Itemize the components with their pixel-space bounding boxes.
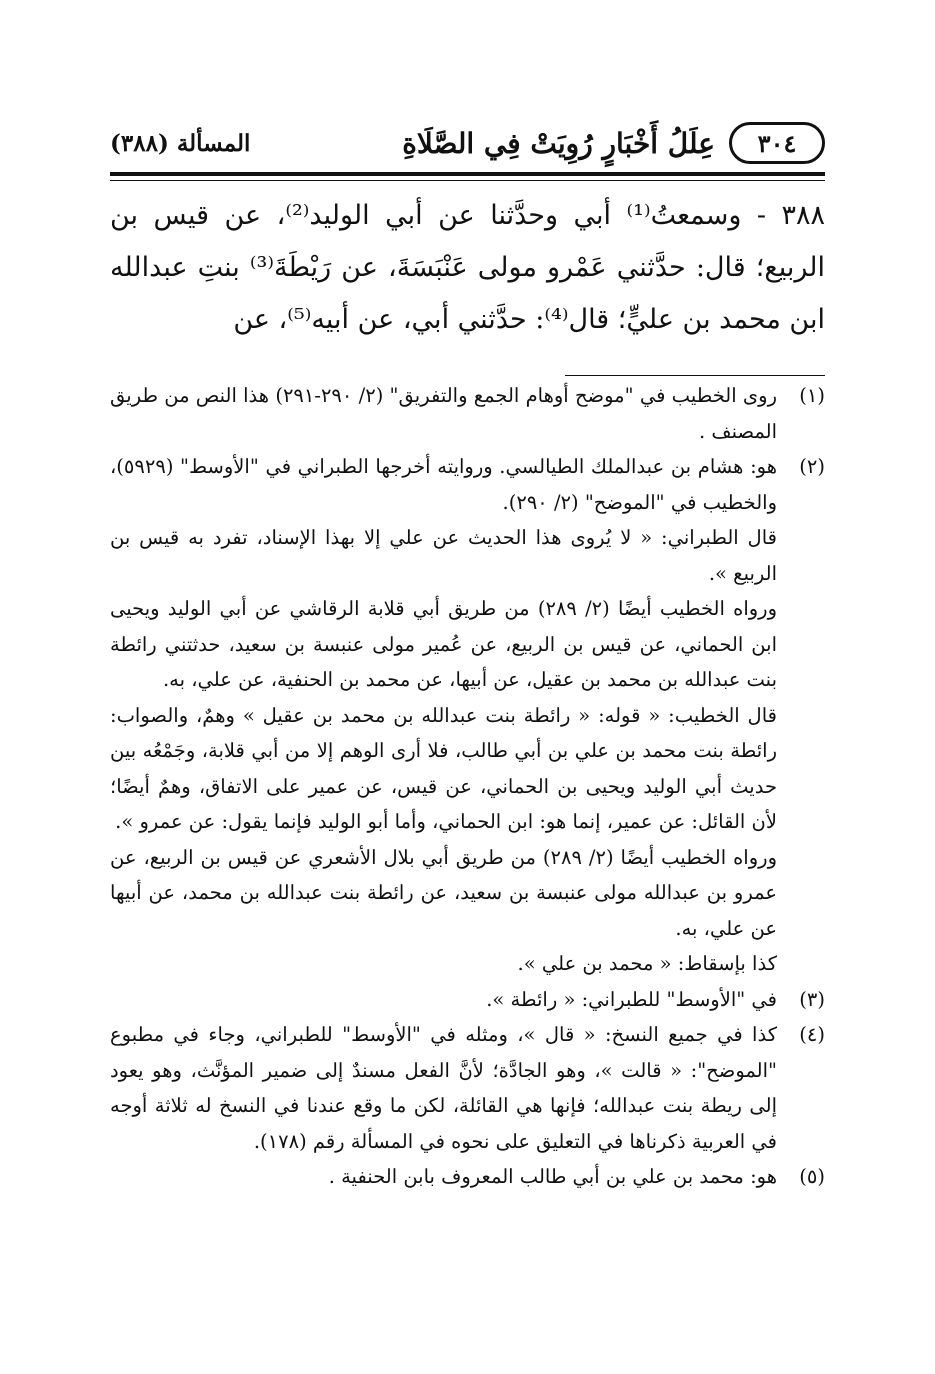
footnote-number: (٢)	[799, 455, 825, 478]
running-title: عِلَلُ أَخْبَارٍ رُوِيَتْ فِي الصَّلَاةِ	[402, 126, 715, 160]
footnote-body	[110, 982, 777, 1018]
page-number: ٣٠٤	[729, 122, 825, 164]
footnotes	[110, 378, 825, 1195]
footnote-4	[110, 1017, 825, 1159]
footnote-3	[110, 982, 825, 1018]
footnote-paragraph: هو: محمد بن علي بن أبي طالب المعروف بابن الحنفية .	[328, 1165, 777, 1188]
footnote-paragraph: قال الطبراني: « لا يُروى هذا الحديث عن علي إلا بهذا الإسناد، تفرد به قيس بن الربيع ».	[110, 526, 777, 585]
header-right-group	[402, 122, 825, 164]
main-text	[110, 190, 825, 346]
footnote-number: (٤)	[799, 1023, 825, 1046]
footnote-body	[110, 449, 777, 982]
footnote-number: (١)	[799, 384, 825, 407]
footnote-paragraph: كذا بإسقاط: « محمد بن علي ».	[517, 952, 777, 975]
footnote-number: (٣)	[799, 987, 825, 1011]
footnote-number: (٥)	[799, 1165, 825, 1188]
footnote-1	[110, 378, 825, 449]
header-rule-thick	[110, 172, 825, 176]
page-header	[110, 118, 825, 168]
footnote-2	[110, 449, 825, 982]
footnote-paragraph: روى الخطيب في "موضح أوهام الجمع والتفريق" (٢/ ٢٩٠-٢٩١) هذا النص من طريق المصنف .	[110, 384, 777, 443]
footnote-body	[110, 1159, 777, 1195]
footnote-separator	[565, 375, 825, 376]
header-rule-thin	[110, 180, 825, 181]
footnote-paragraph: في "الأوسط" للطبراني: « رائطة ».	[486, 987, 777, 1011]
footnote-paragraph: كذا في جميع النسخ: « قال »، ومثله في "الأوسط" للطبراني، وجاء في مطبوع "الموضح": « قالت »، وهو الجادَّة؛ لأنَّ الفعل مسندٌ إلى ضمير المؤنَّث، وهو يعود إلى ريطة بنت عبدالله؛ فإنها هي القائلة، لكن ما وقع عندنا في النسخ له ثلاثة أوجه في العربية ذكرناها في التعليق على نحوه في المسألة رقم (١٧٨).	[110, 1023, 777, 1153]
main-paragraph: ٣٨٨ - وسمعتُ⁽¹⁾ أبي وحدَّثنا عن أبي الوليد⁽²⁾، عن قيس بن الربيع؛ قال: حدَّثني عَمْرو مولى عَنْبَسَةَ، عن رَيْطَةَ⁽³⁾ بنتِ عبدالله ابن محمد بن عليٍّ؛ قال⁽⁴⁾: حدَّثني أبي، عن أبيه⁽⁵⁾، عن	[110, 200, 825, 335]
footnote-paragraph: هو: هشام بن عبدالملك الطيالسي. وروايته أخرجها الطبراني في "الأوسط" (٥٩٢٩)، والخطيب في "الموضح" (٢/ ٢٩٠).	[110, 455, 777, 514]
footnote-body	[110, 1017, 777, 1159]
issue-label: المسألة (٣٨٨)	[110, 129, 251, 157]
footnote-body	[110, 378, 777, 449]
footnote-5	[110, 1159, 825, 1195]
footnote-paragraph: ورواه الخطيب أيضًا (٢/ ٢٨٩) من طريق أبي بلال الأشعري عن قيس بن الربيع، عن عمرو بن عبدالله مولى عنبسة بن سعيد، عن رائطة بنت عبدالله بن محمد، عن أبيها عن علي، به.	[110, 845, 777, 940]
footnote-paragraph: قال الخطيب: « قوله: « رائطة بنت عبدالله بن محمد بن عقيل » وهمٌ، والصواب: رائطة بنت محمد بن علي بن أبي طالب، فلا أرى الوهم إلا من أبي قلابة، وجَمْعُه بين حديث أبي الوليد ويحيى بن الحماني، عن قيس، عن عمير على الاتفاق، وهمٌ أيضًا؛ لأن القائل: عن عمير، إنما هو: ابن الحماني، وأما أبو الوليد فإنما يقول: عن عمرو ».	[110, 703, 777, 833]
footnote-paragraph: ورواه الخطيب أيضًا (٢/ ٢٨٩) من طريق أبي قلابة الرقاشي عن أبي الوليد ويحيى ابن الحماني، عن قيس بن الربيع، عن عُمير مولى عنبسة بن سعيد، حدثتني رائطة بنت عبدالله بن محمد بن عقيل، عن أبيها، عن محمد بن الحنفية، عن علي، به.	[110, 597, 777, 691]
